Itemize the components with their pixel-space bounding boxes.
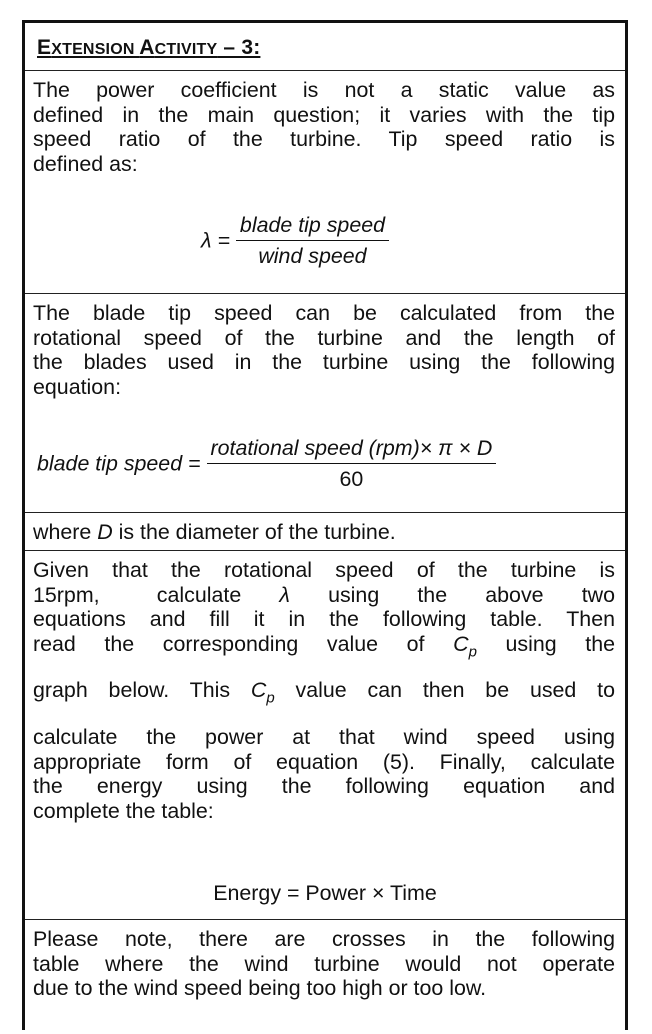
extension-activity-box <box>22 20 628 1030</box>
blade-tip-speed-equation: blade tip speed = $\frac{\text{rotational speed (rpm)× π × D}}{60}$ <box>37 436 496 492</box>
divider <box>25 293 625 294</box>
divider <box>25 512 625 513</box>
energy-equation: Energy = Power × Time <box>213 881 437 905</box>
paragraph-intro: The power coefficient is not a static value as defined in the main question; it varies with the tip speed ratio of the turbine. Tip speed ratio is defined as: <box>33 78 615 176</box>
divider <box>25 550 625 551</box>
divider <box>25 919 625 920</box>
paragraph-instructions: Given that the rotational speed of the turbine is 15rpm, calculate λ using the above two equations and fill it in the following table. Then read the corresponding value of $C_p$ using the graph below. This $C_p$ value can then be used to calculate the power at that wind speed using appropriate form of equation (5). Finally, calculate the energy using the following equation and complete the table: <box>33 558 616 823</box>
paragraph-tip-speed: The blade tip speed can be calculated from the rotational speed of the turbine and the length of the blades used in the turbine using the following equation: <box>33 301 615 399</box>
paragraph-note: Please note, there are crosses in the following table where the wind turbine would not operate due to the wind speed being too high or too low. <box>33 927 615 1000</box>
tip-speed-ratio-equation: λ = $\frac{\text{blade tip speed}}{\text{wind speed}}$ <box>201 213 389 269</box>
activity-title: EXTENSION ACTIVITY – 3: <box>37 36 261 59</box>
divider <box>25 70 625 71</box>
paragraph-diameter: where D is the diameter of the turbine. <box>33 520 396 544</box>
